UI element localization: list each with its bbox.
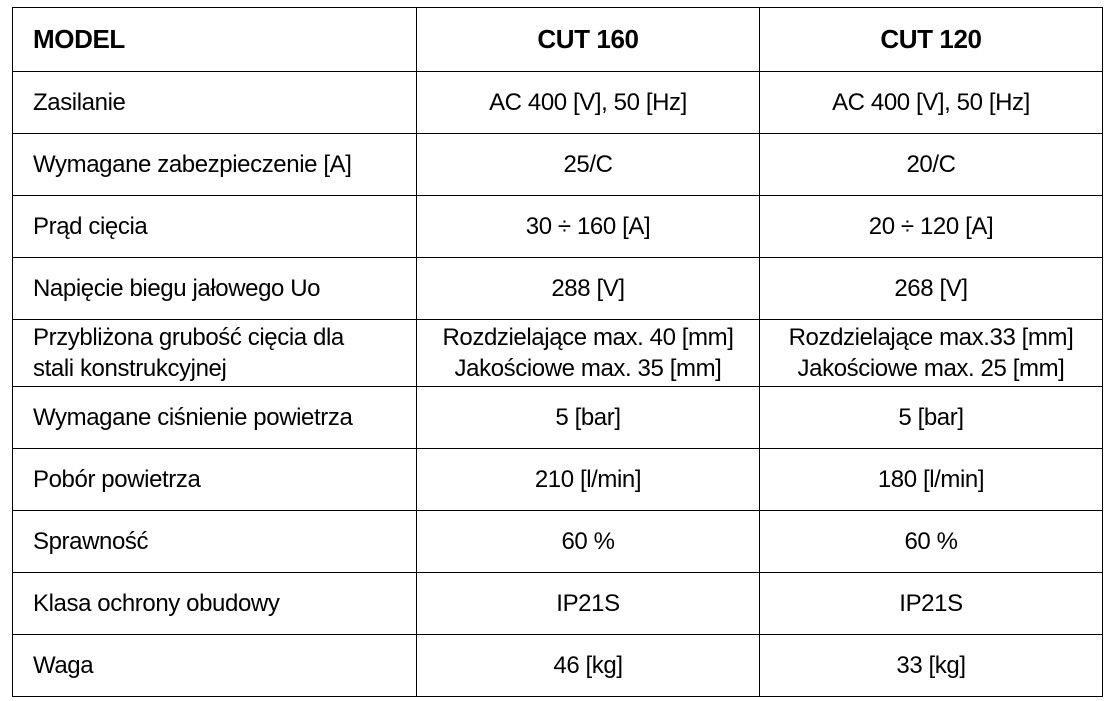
cut120-value-line: 5 [bar] [898,404,964,431]
row-label [13,511,417,573]
row-label-line: Sprawność [33,528,149,555]
cut160-value [417,387,760,449]
cut120-value-line: 180 [l/min] [877,466,985,493]
cut120-value-line: AC 400 [V], 50 [Hz] [832,89,1030,116]
row-label-line: Klasa ochrony obudowy [33,590,280,617]
table-row [13,511,1103,573]
row-label [13,573,417,635]
row-label-line: Zasilanie [33,89,126,116]
row-label-line: Waga [33,652,94,679]
cut120-value [760,196,1103,258]
header-cut160: CUT 160 [417,8,760,72]
cut160-value [417,635,760,697]
cut160-value-line: 210 [l/min] [534,466,642,493]
row-label-line: Wymagane ciśnienie powietrza [33,404,353,431]
cut120-value [760,449,1103,511]
cut120-value-line: Jakościowe max. 25 [mm] [797,355,1065,382]
cut120-value [760,134,1103,196]
cut120-value [760,635,1103,697]
table-row [13,134,1103,196]
cut160-value-line: 60 % [561,528,615,555]
cut120-value-line: 20 ÷ 120 [A] [868,213,994,240]
cut120-value [760,573,1103,635]
row-label-line: stali konstrukcyjnej [33,355,227,382]
cut160-value [417,573,760,635]
row-label [13,320,417,387]
spec-table [12,7,1103,697]
cut120-value [760,387,1103,449]
cut120-value-line: 60 % [904,528,958,555]
cut120-value [760,258,1103,320]
row-label [13,635,417,697]
cut120-value-line: 33 [kg] [896,652,966,679]
table-row [13,320,1103,387]
cut120-value [760,72,1103,134]
table-row [13,258,1103,320]
header-model-label: MODEL [13,8,417,72]
row-label [13,449,417,511]
cut160-value [417,258,760,320]
cut120-value [760,511,1103,573]
row-label [13,258,417,320]
cut160-value-line: 46 [kg] [553,652,623,679]
row-label-line: Przybliżona grubość cięcia dla [33,324,344,351]
row-label-line: Pobór powietrza [33,466,201,493]
cut160-value [417,449,760,511]
cut160-value-line: 30 ÷ 160 [A] [525,213,651,240]
header-cut120: CUT 120 [760,8,1103,72]
row-label [13,72,417,134]
table-row [13,196,1103,258]
cut160-value [417,511,760,573]
cut160-value [417,72,760,134]
cut160-value [417,134,760,196]
cut160-value [417,320,760,387]
row-label [13,134,417,196]
table-row [13,72,1103,134]
table-row [13,573,1103,635]
cut160-value-line: 288 [V] [551,275,625,302]
row-label-line: Wymagane zabezpieczenie [A] [33,151,352,178]
cut160-value-line: AC 400 [V], 50 [Hz] [489,89,687,116]
cut120-value-line: Rozdzielające max.33 [mm] [788,324,1074,351]
cut160-value-line: 25/C [563,151,613,178]
cut120-value [760,320,1103,387]
table-row [13,449,1103,511]
table-header-row [13,8,1103,72]
cut160-value-line: Rozdzielające max. 40 [mm] [442,324,734,351]
row-label-line: Prąd cięcia [33,213,148,240]
cut120-value-line: 268 [V] [894,275,968,302]
cut120-value-line: 20/C [906,151,956,178]
cut160-value [417,196,760,258]
cut160-value-line: IP21S [556,590,620,617]
row-label-line: Napięcie biegu jałowego Uo [33,275,321,302]
row-label [13,196,417,258]
cut160-value-line: Jakościowe max. 35 [mm] [454,355,722,382]
table-row [13,635,1103,697]
table-row [13,387,1103,449]
row-label [13,387,417,449]
cut160-value-line: 5 [bar] [555,404,621,431]
cut120-value-line: IP21S [899,590,963,617]
